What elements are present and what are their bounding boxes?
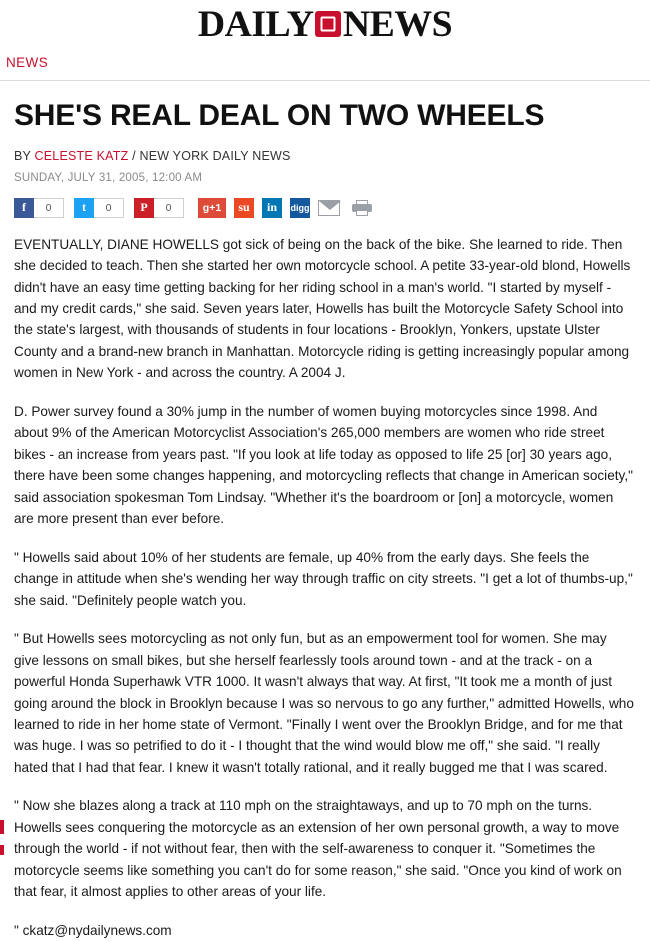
googleplus-icon: g+1 [198,198,226,218]
twitter-icon: t [74,198,94,218]
page-title: SHE'S REAL DEAL ON TWO WHEELS [14,99,545,132]
share-pinterest[interactable] [134,198,190,218]
daily-news-logo[interactable] [197,3,453,45]
camera-icon [315,11,341,37]
share-linkedin[interactable] [262,198,282,218]
masthead [0,0,650,48]
article-body [14,234,634,941]
article-paragraph: " ckatz@nydailynews.com [14,922,172,938]
share-twitter[interactable] [74,198,130,218]
stumbleupon-icon: su [234,198,254,218]
article-paragraph: " Now she blazes along a track at 110 mph on the straightaways, and up to 70 mph on the turns. Howells sees conquering the motorcycle as an extension of her own personal growth, a way to move through the world - if not without fear, then with the self-awareness to conquer it. "Sometimes the motorcycle seems like something you can't do for some reason," she said. "Once you kind of work on that fear, it almost applies to other areas of your life. [14,798,622,900]
byline-separator: / [132,148,136,163]
linkedin-icon: in [262,198,282,218]
article-paragraph: " Howells said about 10% of her students are female, up 40% from the early days. She feels the change in attitude when she's wending her way through traffic on city streets. "I get a lot of thumbs-up," she said. "Definitely people watch you. [14,549,633,608]
section-kicker-news[interactable]: NEWS [6,55,49,70]
twitter-count: 0 [94,198,124,218]
logo-word-news: NEWS [343,3,453,45]
facebook-count: 0 [34,198,64,218]
share-stumbleupon[interactable] [234,198,254,218]
share-googleplus[interactable] [198,198,226,218]
print-icon[interactable] [352,200,372,216]
email-icon[interactable] [318,200,340,216]
article-paragraph: " But Howells sees motorcycling as not only fun, but as an empowerment tool for women. She may give lessons on small bikes, but she herself fearlessly tools around town - and at the track - on a powerful Honda Superhawk VTR 1000. It wasn't always that way. At first, "It took me a month of just going around the block in Brooklyn because I was so nervous to go any further," admitted Howells, who learned to ride in her home state of Vermont. "Finally I went over the Brooklyn Bridge, and for me that was huge. I was so petrified to do it - I thought that the wind would blow me off," she said. "I really hated that I had that fear. I knew it wasn't totally rational, and it really bugged me that I was scared. [14,631,634,775]
page-edge-mark [0,820,4,834]
article-paragraph: D. Power survey found a 30% jump in the number of women buying motorcycles since 1998. And about 9% of the American Motorcyclist Association's 265,000 members are women who ride street bikes - an increase from years past. "If you look at life today as opposed to life 25 [or] 30 years ago, there have been some changes happening, and motorcycling reflects that change in American society," said association spokesman Tom Lindsay. "Whether it's the boardroom or [on] a motorcycle, women are more present than ever before. [14,403,633,527]
pinterest-count: 0 [154,198,184,218]
facebook-icon: f [14,198,34,218]
dateline: SUNDAY, JULY 31, 2005, 12:00 AM [14,171,203,184]
byline [14,149,634,163]
print-icon-output [356,210,368,216]
byline-prefix: BY [14,148,31,163]
article-paragraph: EVENTUALLY, DIANE HOWELLS got sick of being on the back of the bike. She learned to ride. Then she decided to teach. Then she started her own motorcycle school. A petite 33-year-old blond, Howells didn't have an easy time getting backing for her riding school in a man's world. "I started by myself - and my credit cards," she said. Seven years later, Howells has built the Motorcycle Safety School into the state's largest, with thousands of students in four locations - Brooklyn, Yonkers, upstate Ulster County and a brand-new branch in Manhattan. Motorcycle riding is getting increasingly popular among women in New York - and across the country. A 2004 J. [14,236,631,381]
article [0,81,650,941]
byline-author[interactable]: CELESTE KATZ [34,148,129,163]
share-facebook[interactable] [14,198,70,218]
digg-icon: digg [290,198,310,218]
share-digg[interactable] [290,198,310,218]
section-kicker-bar [0,48,650,81]
share-bar [14,198,634,218]
page-edge-mark [0,845,4,855]
pinterest-icon: P [134,198,154,218]
byline-publication: NEW YORK DAILY NEWS [139,148,291,163]
logo-word-daily: DAILY [197,3,314,45]
